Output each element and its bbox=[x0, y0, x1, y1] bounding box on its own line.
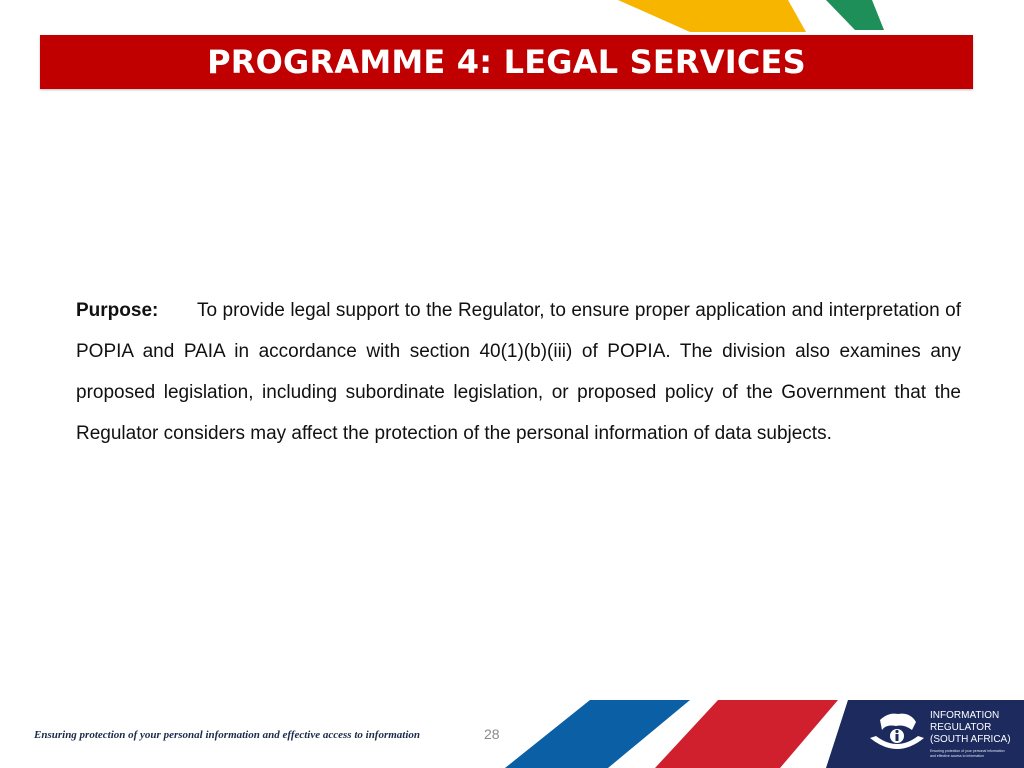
title-banner bbox=[40, 35, 973, 89]
logo-line-3: (SOUTH AFRICA) bbox=[930, 734, 1011, 745]
yellow-stripe bbox=[618, 0, 806, 32]
information-regulator-emblem-icon bbox=[866, 708, 928, 758]
logo-tagline: Ensuring protection of your personal information and effective access to information bbox=[930, 749, 1005, 758]
logo-line-1: INFORMATION bbox=[930, 710, 1000, 721]
footer-tagline: Ensuring protection of your personal information and effective access to information bbox=[34, 729, 421, 741]
logo-wordmark bbox=[930, 710, 1020, 758]
top-stripes-decoration bbox=[0, 0, 1024, 40]
logo-line-2: REGULATOR bbox=[930, 722, 992, 733]
slide-title: PROGRAMME 4: LEGAL SERVICES bbox=[207, 43, 806, 81]
green-stripe bbox=[826, 0, 884, 30]
page-number: 28 bbox=[484, 726, 500, 742]
red-stripe bbox=[655, 700, 838, 768]
blue-stripe bbox=[505, 700, 690, 768]
purpose-text: To provide legal support to the Regulator, to ensure proper application and interpretation of POPIA and PAIA in accordance with section 40(1)(b)(iii) of POPIA. The division also examines any proposed legislation, including subordinate legislation, or proposed policy of the Government that the Regulator considers may affect the protection of the personal information of data subjects. bbox=[76, 300, 961, 444]
purpose-paragraph bbox=[76, 290, 961, 454]
purpose-label: Purpose: bbox=[76, 300, 159, 321]
